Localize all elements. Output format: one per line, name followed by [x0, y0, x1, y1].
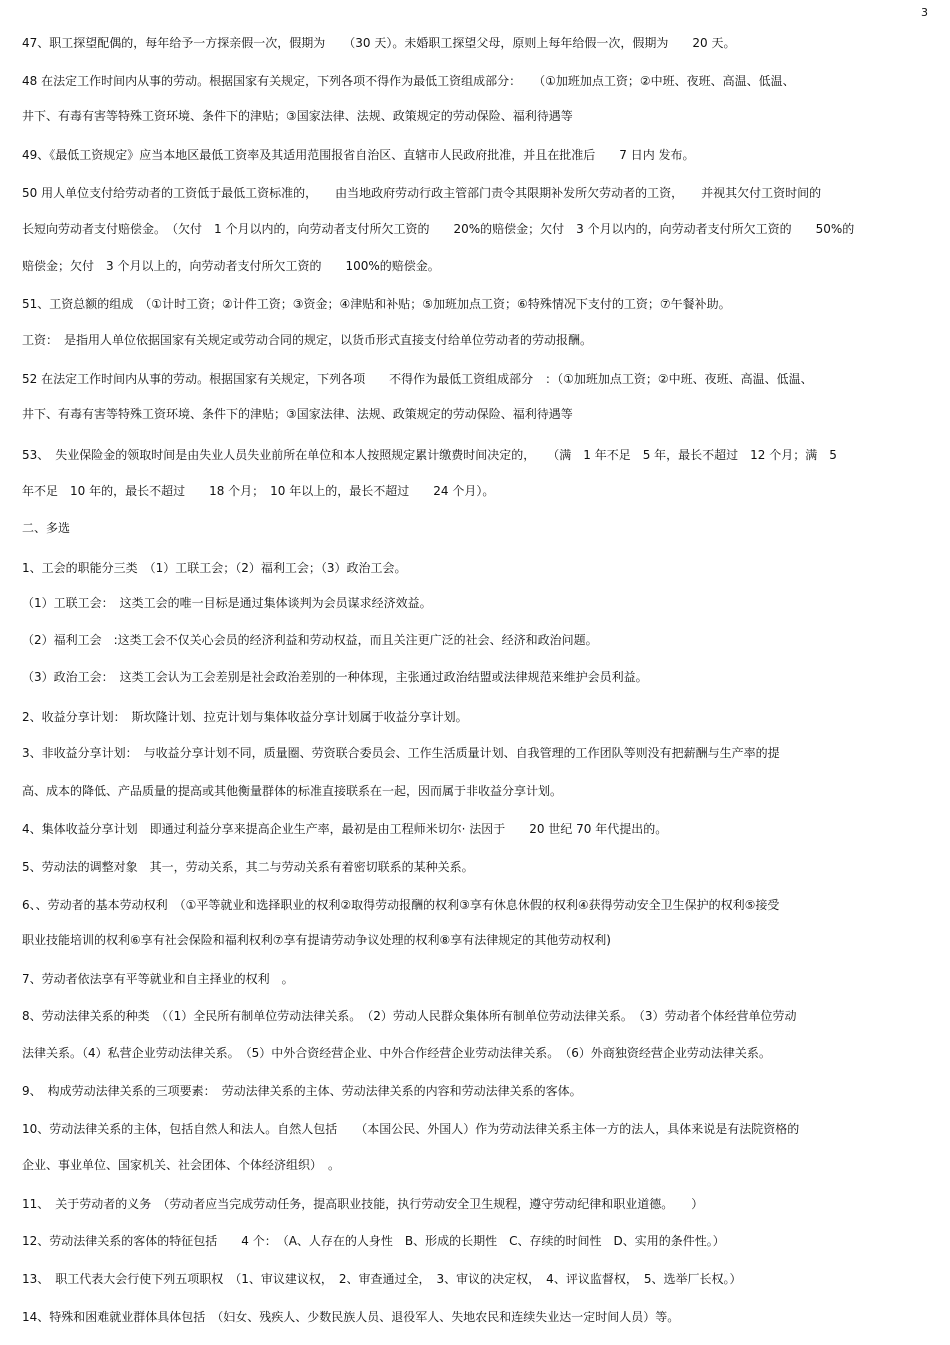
text-line: 年不足 10 年的，最长不超过 18 个月； 10 年以上的，最长不超过 24 个月）。	[22, 484, 495, 498]
text-line: 高、成本的降低、产品质量的提高或其他衡量群体的标准直接联系在一起，因而属于非收益分享计划。	[22, 784, 563, 798]
text-line: 9、 构成劳动法律关系的三项要素： 劳动法律关系的主体、劳动法律关系的内容和劳动法律关系的客体。	[22, 1084, 582, 1098]
text-line: 4、集体收益分享计划 即通过利益分享来提高企业生产率，最初是由工程师米切尔· 法因于 20 世纪 70 年代提出的。	[22, 822, 668, 836]
text-line: 47、职工探望配偶的，每年给予一方探亲假一次，假期为 （30 天）。未婚职工探望父母，原则上每年给假一次，假期为 20 天。	[22, 36, 736, 50]
text-line: 6、、劳动者的基本劳动权利 （①平等就业和选择职业的权利②取得劳动报酬的权利③享有休息休假的权利④获得劳动安全卫生保护的权利⑤接受	[22, 898, 780, 912]
text-line: 职业技能培训的权利⑥享有社会保险和福利权利⑦享有提请劳动争议处理的权利⑧享有法律规定的其他劳动权利)	[22, 933, 611, 947]
text-line: 长短向劳动者支付赔偿金。 （欠付 1 个月以内的，向劳动者支付所欠工资的 20%的赔偿金；欠付 3 个月以内的，向劳动者支付所欠工资的 50%的	[22, 222, 855, 236]
text-line: 1、工会的职能分三类 （1）工联工会；（2）福利工会；（3）政治工会。	[22, 561, 407, 575]
text-line: 2、收益分享计划： 斯坎隆计划、拉克计划与集体收益分享计划属于收益分享计划。	[22, 710, 468, 724]
text-line: 12、劳动法律关系的客体的特征包括 4 个： （A、人存在的人身性 B、形成的长期性 C、存续的时间性 D、实用的条件性。）	[22, 1234, 725, 1248]
text-line: 3、非收益分享计划： 与收益分享计划不同，质量圈、劳资联合委员会、工作生活质量计划、自我管理的工作团队等则没有把薪酬与生产率的提	[22, 746, 780, 760]
text-line: 工资： 是指用人单位依据国家有关规定或劳动合同的规定，以货币形式直接支付给单位劳动者的劳动报酬。	[22, 333, 593, 347]
text-line: 5、劳动法的调整对象 其一，劳动关系，其二与劳动关系有着密切联系的某种关系。	[22, 860, 474, 874]
text-line: 赔偿金；欠付 3 个月以上的，向劳动者支付所欠工资的 100%的赔偿金。	[22, 259, 440, 273]
text-line: 50 用人单位支付给劳动者的工资低于最低工资标准的， 由当地政府劳动行政主管部门责令其限期补发所欠劳动者的工资， 并视其欠付工资时间的	[22, 186, 822, 200]
text-line: 11、 关于劳动者的义务 （劳动者应当完成劳动任务，提高职业技能，执行劳动安全卫生规程，遵守劳动纪律和职业道德。 ）	[22, 1197, 704, 1211]
text-line: 48 在法定工作时间内从事的劳动。根据国家有关规定，下列各项不得作为最低工资组成部分： （①加班加点工资；②中班、夜班、高温、低温、	[22, 74, 795, 88]
text-line: 14、特殊和困难就业群体具体包括 （妇女、残疾人、少数民族人员、退役军人、失地农民和连续失业达一定时间人员）等。	[22, 1310, 680, 1324]
text-line: 企业、事业单位、国家机关、社会团体、个体经济组织） 。	[22, 1158, 341, 1172]
section-heading: 二、多选	[22, 521, 71, 535]
text-line: 49、《最低工资规定》应当本地区最低工资率及其适用范围报省自治区、直辖市人民政府批准，并且在批准后 7 日内 发布。	[22, 148, 695, 162]
text-line: 53、 失业保险金的领取时间是由失业人员失业前所在单位和本人按照规定累计缴费时间决定的， （满 1 年不足 5 年，最长不超过 12 个月；满 5	[22, 448, 837, 462]
text-line: 井下、有毒有害等特殊工资环境、条件下的津贴；③国家法律、法规、政策规定的劳动保险、福利待遇等	[22, 109, 573, 123]
text-line: 井下、有毒有害等特殊工资环境、条件下的津贴；③国家法律、法规、政策规定的劳动保险、福利待遇等	[22, 407, 573, 421]
text-line: （1）工联工会： 这类工会的唯一目标是通过集体谈判为会员谋求经济效益。	[22, 596, 432, 610]
text-line: 10、劳动法律关系的主体，包括自然人和法人。自然人包括 （本国公民、外国人）作为劳动法律关系主体一方的法人，具体来说是有法院资格的	[22, 1122, 800, 1136]
text-line: 8、劳动法律关系的种类 （（1）全民所有制单位劳动法律关系。 （2）劳动人民群众集体所有制单位劳动法律关系。 （3）劳动者个体经营单位劳动	[22, 1009, 797, 1023]
text-line: 法律关系。（4）私营企业劳动法律关系。 （5）中外合资经营企业、中外合作经营企业劳动法律关系。 （6）外商独资经营企业劳动法律关系。	[22, 1046, 771, 1060]
page-number: 3	[921, 6, 928, 19]
text-line: （3）政治工会： 这类工会认为工会差别是社会政治差别的一种体现，主张通过政治结盟或法律规范来维护会员利益。	[22, 670, 648, 684]
text-line: 13、 职工代表大会行使下列五项职权 （1、审议建议权， 2、审查通过全， 3、审议的决定权， 4、评议监督权， 5、选举厂长权。）	[22, 1272, 742, 1286]
text-line: 52 在法定工作时间内从事的劳动。根据国家有关规定，下列各项 不得作为最低工资组成部分 ：（①加班加点工资；②中班、夜班、高温、低温、	[22, 372, 813, 386]
text-line: 51、工资总额的组成 （①计时工资；②计件工资；③资金；④津贴和补贴；⑤加班加点工资；⑥特殊情况下支付的工资；⑦午餐补助。	[22, 297, 731, 311]
text-line: （2）福利工会 :这类工会不仅关心会员的经济利益和劳动权益，而且关注更广泛的社会、经济和政治问题。	[22, 633, 598, 647]
text-line: 7、劳动者依法享有平等就业和自主择业的权利 。	[22, 972, 294, 986]
